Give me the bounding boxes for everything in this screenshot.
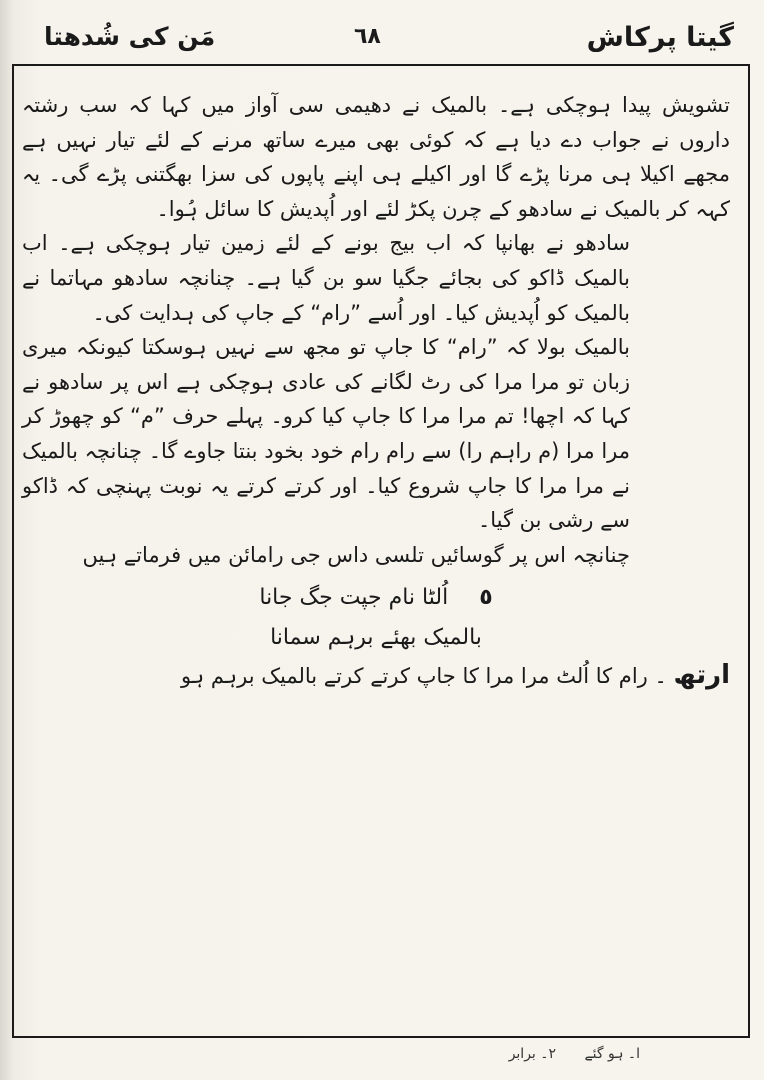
page-number: ٦٨ <box>354 24 381 49</box>
paragraph: تشویش پیدا ہوچکی ہے۔ بالمیک نے دھیمی سی آواز میں کہا کہ سب رشتہ داروں نے جواب دے دیا ہے کہ کوئی بھی میرے ساتھ مرنے کے لئے تیار نہیں ہے مجھے اکیلا ہی مرنا پڑے گا اور اکیلے ہی اپنے پاپوں کی سزا بھگتنی پڑے گی۔ یہ کہہ کر بالمیک نے سادھو کے چرن پکڑ لئے اور اُپدیش کا سائل ہُوا۔ <box>22 93 730 221</box>
verse-line-1-text: اُلٹا نام جپت جگ جانا <box>259 585 449 611</box>
page-header <box>14 14 754 60</box>
body-text <box>22 88 730 694</box>
artha-paragraph <box>22 658 730 694</box>
paragraph: چنانچہ اس پر گوسائیں تلسی داس جی رامائن میں فرماتے ہیں <box>82 542 630 567</box>
verse-line-1 <box>22 578 730 618</box>
artha-label: ارتھ <box>673 660 730 691</box>
footnotes <box>400 1046 640 1070</box>
book-title: گیتا پرکاش <box>586 22 734 53</box>
paragraph: بالمیک بولا کہ ”رام“ کا جاپ تو مجھ سے نہیں ہوسکتا کیونکہ میری زبان تو مرا مرا کی رٹ لگانے کی عادی ہوچکی ہے اس پر سادھو نے کہا کہ اچھا! تم مرا مرا کا جاپ کیا کرو۔ پہلے حرف ”م“ کو چھوڑ کر مرا مرا (م راہم را) سے رام رام خود بخود بنتا جاوے گا۔ چنانچہ بالمیک نے مرا مرا کا جاپ شروع کیا۔ اور کرتے کرتے یہ نوبت پہنچی کہ ڈاکو سے رشی بن گیا۔ <box>22 335 630 533</box>
footnote-2: ۲۔ برابر <box>508 1046 557 1062</box>
chapter-title: مَن کی شُدھتا <box>44 22 216 51</box>
verse <box>22 578 730 658</box>
footnote-1: ا۔ ہو گئے <box>584 1046 640 1062</box>
artha-text: ۔ رام کا اُلٹ مرا مرا کا جاپ کرتے کرتے بالمیک برہم ہو <box>181 664 667 689</box>
paragraph: سادھو نے بھانپا کہ اب بیج بونے کے لئے زمین تیار ہوچکی ہے۔ اب بالمیک ڈاکو کی بجائے جگیا سو بن گیا ہے۔ چنانچہ سادھو مہاتما نے بالمیک کو اُپدیش کیا۔ اور اُسے ”رام“ کے جاپ کی ہدایت کی۔ <box>22 231 630 325</box>
verse-number: ٥ <box>479 585 493 611</box>
verse-line-2: بالمیک بھئے برہم سمانا <box>270 625 482 651</box>
